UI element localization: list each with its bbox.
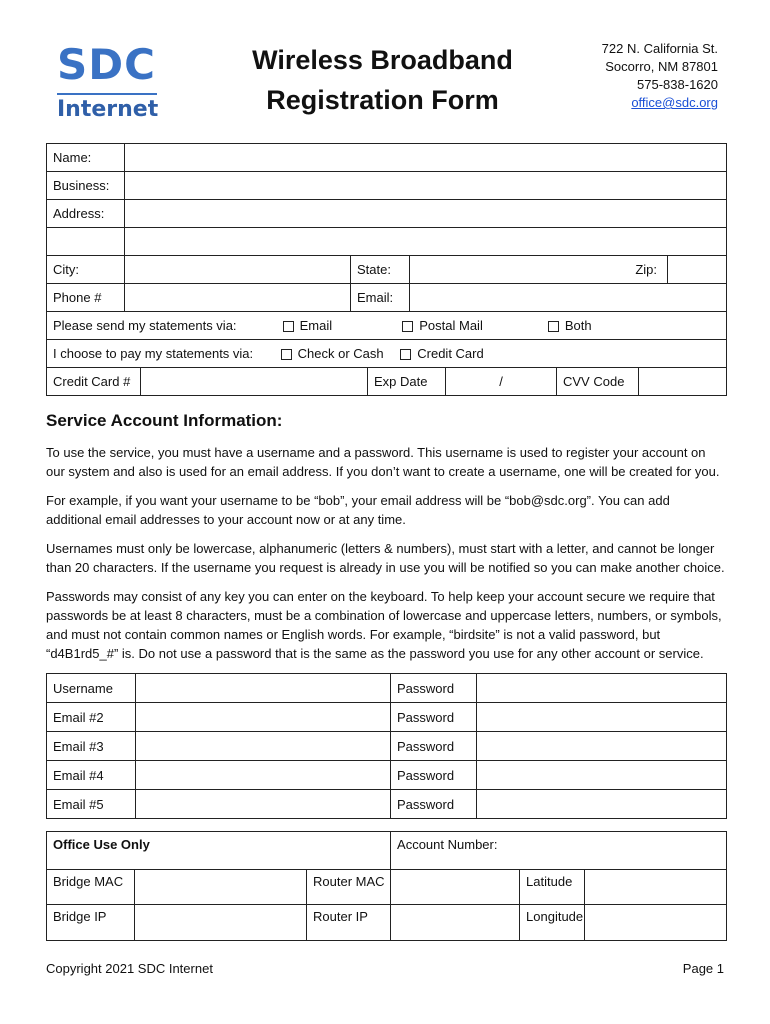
phone-label: Phone # <box>47 284 125 312</box>
email5-label: Email #5 <box>47 790 136 819</box>
address-city: Socorro, NM 87801 <box>605 59 718 74</box>
business-label: Business: <box>47 172 125 200</box>
service-paragraph-1: To use the service, you must have a username and a password. This username is used to register your account on our system and also is used for an email address. If you don’t want to create a username, one will be created for you. <box>46 445 720 479</box>
exp-date-field[interactable] <box>446 368 557 396</box>
zip-label: Zip: <box>635 262 657 277</box>
zip-field[interactable] <box>668 256 727 284</box>
statements-label: Please send my statements via: <box>53 318 237 333</box>
state-field[interactable] <box>410 256 668 284</box>
office-use-table <box>46 831 727 941</box>
payment-row <box>47 340 727 368</box>
account-number-cell[interactable] <box>391 832 727 870</box>
username-field[interactable] <box>136 674 391 703</box>
accounts-table <box>46 673 727 819</box>
email5-password-field[interactable] <box>477 790 727 819</box>
email3-password-field[interactable] <box>477 732 727 761</box>
statement-option-email[interactable]: Email <box>283 318 399 333</box>
customer-info-table <box>46 143 727 368</box>
credit-card-table <box>46 367 727 396</box>
address-blank-label <box>47 228 125 256</box>
email4-field[interactable] <box>136 761 391 790</box>
business-field[interactable] <box>125 172 727 200</box>
cvv-label: CVV Code <box>557 368 639 396</box>
state-label: State: <box>351 256 410 284</box>
city-field[interactable] <box>125 256 351 284</box>
address-field-2[interactable] <box>125 228 727 256</box>
address-street: 722 N. California St. <box>601 41 718 56</box>
longitude-label: Longitude <box>520 905 585 941</box>
office-use-heading: Office Use Only <box>47 832 391 870</box>
latitude-field[interactable] <box>585 870 727 905</box>
email2-field[interactable] <box>136 703 391 732</box>
bridge-ip-label: Bridge IP <box>47 905 135 941</box>
logo-sdc: SDC <box>57 40 156 89</box>
statement-option-both[interactable]: Both <box>548 318 592 333</box>
checkbox-postal[interactable] <box>402 321 413 332</box>
router-mac-label: Router MAC <box>307 870 391 905</box>
logo-divider <box>57 93 157 95</box>
service-paragraph-4: Passwords may consist of any key you can enter on the keyboard. To help keep your account secure we require that passwords be at least 8 characters, must be a combination of lowercase and uppercase letters, numbers, or symbols, and must not contain common names or English words. For example, “birdsite” is not a valid password, but “d4B1rd5_#” is. Do not use a password that is the same as the password you use for any other account or service. <box>46 589 722 661</box>
password-label: Password <box>391 761 477 790</box>
email2-password-field[interactable] <box>477 703 727 732</box>
footer-page-number: Page 1 <box>682 961 724 976</box>
latitude-label: Latitude <box>520 870 585 905</box>
username-label: Username <box>47 674 136 703</box>
exp-separator: / <box>499 374 503 389</box>
email3-field[interactable] <box>136 732 391 761</box>
name-label: Name: <box>47 144 125 172</box>
title-line-1: Wireless Broadband <box>252 45 513 75</box>
account-number-label: Account Number: <box>397 837 498 852</box>
city-label: City: <box>47 256 125 284</box>
phone-field[interactable] <box>125 284 351 312</box>
router-ip-field[interactable] <box>391 905 520 941</box>
password-label: Password <box>391 703 477 732</box>
email3-label: Email #3 <box>47 732 136 761</box>
address-phone: 575-838-1620 <box>637 77 718 92</box>
checkbox-credit-card[interactable] <box>400 349 411 360</box>
credit-card-label: Credit Card # <box>47 368 141 396</box>
password-label: Password <box>391 674 477 703</box>
email4-password-field[interactable] <box>477 761 727 790</box>
email5-field[interactable] <box>136 790 391 819</box>
bridge-mac-label: Bridge MAC <box>47 870 135 905</box>
address-field-1[interactable] <box>125 200 727 228</box>
address-label: Address: <box>47 200 125 228</box>
router-mac-field[interactable] <box>391 870 520 905</box>
exp-date-label: Exp Date <box>368 368 446 396</box>
email2-label: Email #2 <box>47 703 136 732</box>
statement-option-postal[interactable]: Postal Mail <box>402 318 544 333</box>
longitude-field[interactable] <box>585 905 727 941</box>
statements-row <box>47 312 727 340</box>
cvv-field[interactable] <box>639 368 727 396</box>
checkbox-check-cash[interactable] <box>281 349 292 360</box>
email4-label: Email #4 <box>47 761 136 790</box>
service-paragraph-2: For example, if you want your username to be “bob”, your email address will be “bob@sdc.org”. You can add additional email addresses to your account now or at any time. <box>46 493 670 527</box>
service-paragraph-3: Usernames must only be lowercase, alphanumeric (letters & numbers), must start with a letter, and cannot be longer than 20 characters. If the username you request is already in use you will be notified so you can make another choice. <box>46 541 725 575</box>
contact-email-link[interactable]: office@sdc.org <box>631 95 718 110</box>
contact-block <box>602 40 718 112</box>
title-line-2: Registration Form <box>266 85 499 115</box>
password-label: Password <box>391 732 477 761</box>
bridge-mac-field[interactable] <box>135 870 307 905</box>
credit-card-field[interactable] <box>141 368 368 396</box>
password-field[interactable] <box>477 674 727 703</box>
checkbox-both[interactable] <box>548 321 559 332</box>
router-ip-label: Router IP <box>307 905 391 941</box>
checkbox-email[interactable] <box>283 321 294 332</box>
pay-option-credit[interactable]: Credit Card <box>400 346 483 361</box>
service-account-heading: Service Account Information: <box>46 411 283 430</box>
name-field[interactable] <box>125 144 727 172</box>
bridge-ip-field[interactable] <box>135 905 307 941</box>
logo-internet: Internet <box>57 97 159 122</box>
payment-label: I choose to pay my statements via: <box>53 346 254 361</box>
password-label: Password <box>391 790 477 819</box>
page-title <box>240 40 525 120</box>
pay-option-check[interactable]: Check or Cash <box>281 346 397 361</box>
email-label: Email: <box>351 284 410 312</box>
email-field[interactable] <box>410 284 727 312</box>
footer-copyright: Copyright 2021 SDC Internet <box>46 961 213 976</box>
